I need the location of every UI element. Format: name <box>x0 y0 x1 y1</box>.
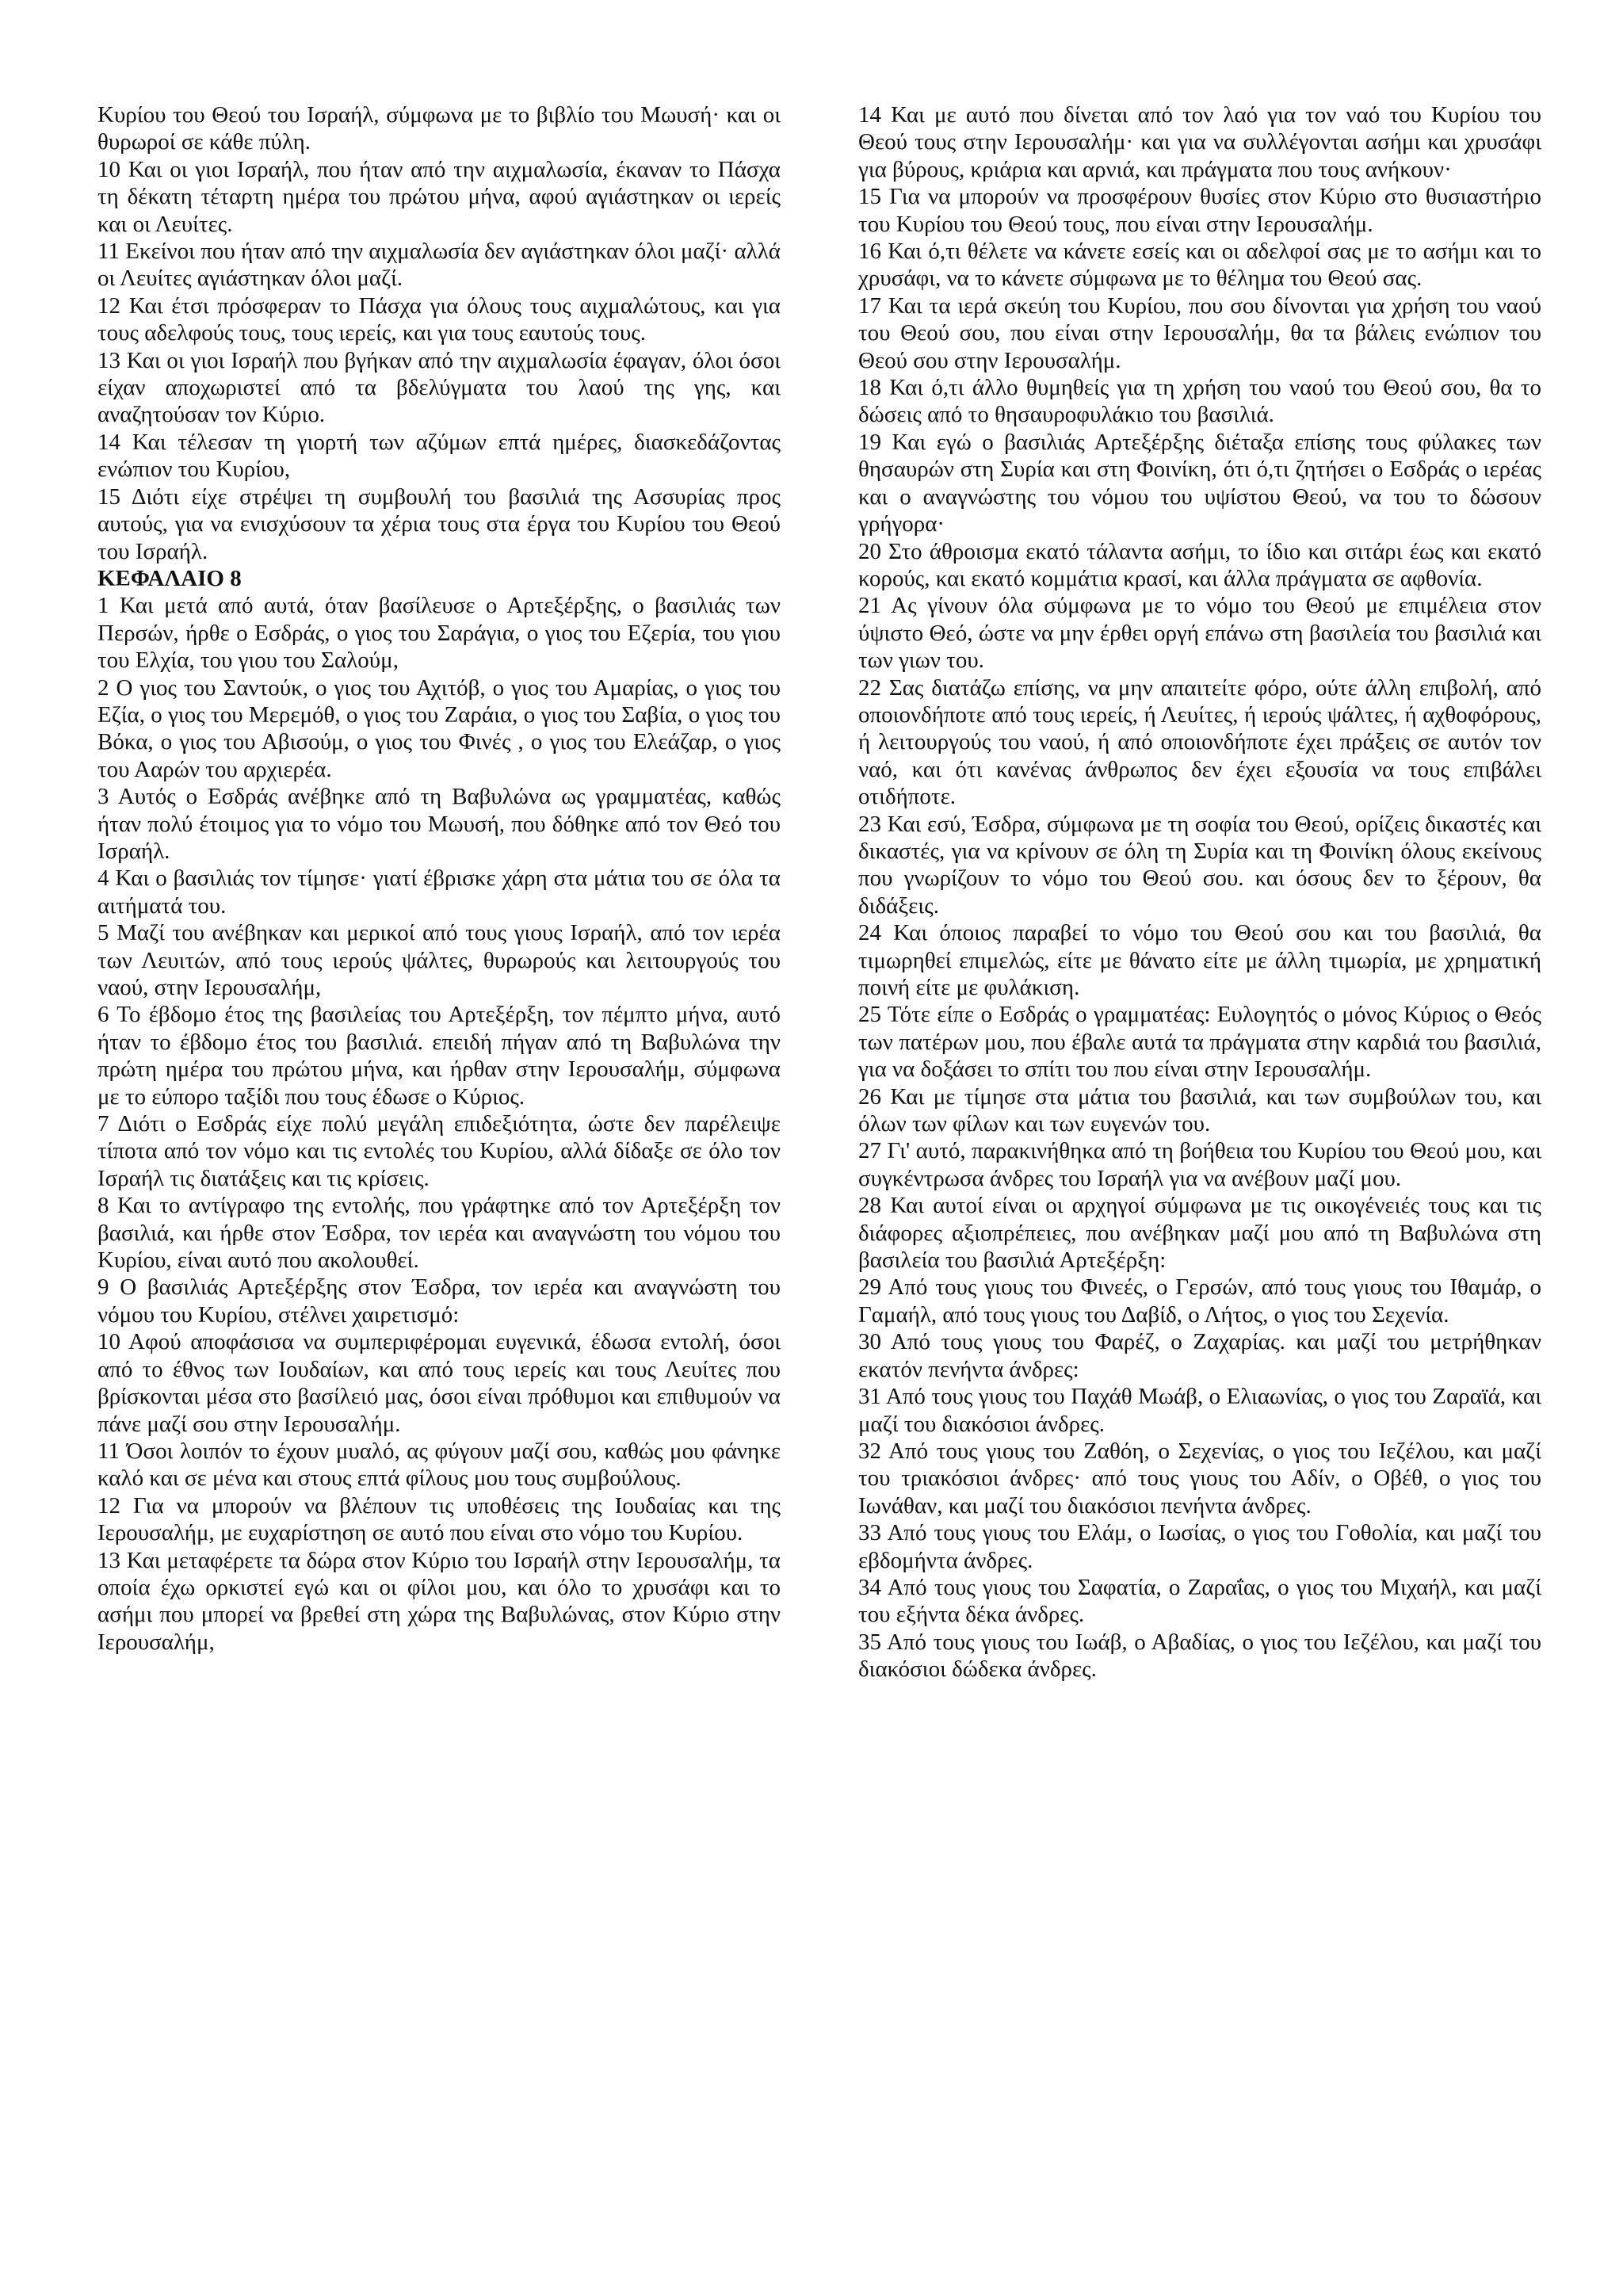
verse-paragraph: 11 Όσοι λοιπόν το έχουν μυαλό, ας φύγουν μαζί σου, καθώς μου φάνηκε καλό και σε μένα και στους επτά φίλους μου τους συμβούλους. <box>97 1438 781 1492</box>
chapter-heading: ΚΕΦΑΛΑΙΟ 8 <box>97 565 242 591</box>
verse-paragraph: 30 Από τους γιους του Φαρέζ, ο Ζαχαρίας. και μαζί του μετρήθηκαν εκατόν πενήντα άνδρες: <box>858 1329 1541 1382</box>
verse-paragraph: 27 Γι' αυτό, παρακινήθηκα από τη βοήθεια του Κυρίου του Θεού μου, και συγκέντρωσα άνδρες του Ισραήλ για να ανέβουν μαζί μου. <box>858 1138 1541 1191</box>
verse-paragraph: 15 Για να μπορούν να προσφέρουν θυσίες στον Κύριο στο θυσιαστήριο του Κυρίου του Θεού τους, που είναι στην Ιερουσαλήμ. <box>858 184 1541 237</box>
verse-paragraph: 22 Σας διατάζω επίσης, να μην απαιτείτε φόρο, ούτε άλλη επιβολή, από οποιονδήποτε από τους ιερείς, ή Λευίτες, ή ιερούς ψάλτες, ή αχθοφόρους, ή λειτουργούς του ναού, ή από οποιονδήποτε έχει πράξεις σε αυτόν τον ναό, και ότι κανένας άνθρωπος δεν έχει εξουσία να τους επιβάλει οτιδήποτε. <box>858 674 1541 810</box>
verse-paragraph: 3 Αυτός ο Εσδράς ανέβηκε από τη Βαβυλώνα ως γραμματέας, καθώς ήταν πολύ έτοιμος για το νόμο του Μωυσή, που δόθηκε από τον Θεό του Ισραήλ. <box>97 784 781 864</box>
verse-paragraph: 17 Και τα ιερά σκεύη του Κυρίου, που σου δίνονται για χρήση του ναού του Θεού σου, που είναι στην Ιερουσαλήμ, θα τα βάλεις ενώπιον του Θεού σου στην Ιερουσαλήμ. <box>858 292 1541 373</box>
verse-paragraph: 7 Διότι ο Εσδράς είχε πολύ μεγάλη επιδεξιότητα, ώστε δεν παρέλειψε τίποτα από τον νόμο και τις εντολές του Κυρίου, αλλά δίδαξε σε όλο τον Ισραήλ τις διατάξεις και τις κρίσεις. <box>97 1111 781 1191</box>
verse-paragraph: 10 Αφού αποφάσισα να συμπεριφέρομαι ευγενικά, έδωσα εντολή, όσοι από το έθνος των Ιουδαίων, και από τους ιερείς και τους Λευίτες που βρίσκονται μέσα στο βασίλειό μας, όσοι είναι πρόθυμοι και επιθυμούν να πάνε μαζί σου στην Ιερουσαλήμ. <box>97 1329 781 1437</box>
verse-paragraph: 29 Από τους γιους του Φινεές, ο Γερσών, από τους γιους του Ιθαμάρ, ο Γαμαήλ, από τους γιους του Δαβίδ, ο Λήτος, ο γιος του Σεχενία. <box>858 1274 1541 1328</box>
verse-paragraph: 12 Και έτσι πρόσφεραν το Πάσχα για όλους τους αιχμαλώτους, και για τους αδελφούς τους, τους ιερείς, και για τους εαυτούς τους. <box>97 292 781 346</box>
verse-paragraph: 21 Ας γίνουν όλα σύμφωνα με το νόμο του Θεού με επιμέλεια στον ύψιστο Θεό, ώστε να μην έρθει οργή επάνω στη βασιλεία του βασιλιά και των γιων του. <box>858 593 1541 674</box>
verses-after-group <box>97 592 781 1656</box>
verse-paragraph: 4 Και ο βασιλιάς τον τίμησε· γιατί έβρισκε χάρη στα μάτια του σε όλα τα αιτήματά του. <box>97 865 781 919</box>
verse-paragraph: 25 Τότε είπε ο Εσδράς ο γραμματέας: Ευλογητός ο μόνος Κύριος ο Θεός των πατέρων μου, που έβαλε αυτά τα πράγματα στην καρδιά του βασιλιά, για να δοξάσει το σπίτι του που είναι στην Ιερουσαλήμ. <box>858 1002 1541 1083</box>
verse-paragraph: 28 Και αυτοί είναι οι αρχηγοί σύμφωνα με τις οικογένειές τους και τις διάφορες αξιοπρέπειες, που ανέβηκαν μαζί μου από τη Βαβυλώνα στη βασιλεία του βασιλιά Αρτεξέρξη: <box>858 1193 1541 1274</box>
verse-paragraph: 33 Από τους γιους του Ελάμ, ο Ιωσίας, ο γιος του Γοθολία, και μαζί του εβδομήντα άνδρες. <box>858 1520 1541 1573</box>
verse-paragraph: 2 Ο γιος του Σαντούκ, ο γιος του Αχιτόβ, ο γιος του Αμαρίας, ο γιος του Εζία, ο γιος του Μερεμόθ, ο γιος του Ζαράια, ο γιος του Σαβία, ο γιος του Βόκα, ο γιος του Αβισούμ, ο γιος του Φινές , ο γιος του Ελεάζαρ, ο γιος του Ααρών του αρχιερέα. <box>97 674 781 782</box>
verse-paragraph: 16 Και ό,τι θέλετε να κάνετε εσείς και οι αδελφοί σας με το ασήμι και το χρυσάφι, να το κάνετε σύμφωνα με το θέλημα του Θεού σας. <box>858 239 1541 292</box>
verse-paragraph: 13 Και μεταφέρετε τα δώρα στον Κύριο του Ισραήλ στην Ιερουσαλήμ, τα οποία έχω ορκιστεί εγώ και οι φίλοι μου, και όλο το χρυσάφι και το ασήμι που μπορεί να βρεθεί στη χώρα της Βαβυλώνας, στον Κύριο στην Ιερουσαλήμ, <box>97 1547 781 1655</box>
verse-paragraph: 19 Και εγώ ο βασιλιάς Αρτεξέρξης διέταξα επίσης τους φύλακες των θησαυρών στη Συρία και στη Φοινίκη, ότι ό,τι ζητήσει ο Εσδράς ο ιερέας και ο αναγνώστης του νόμου του υψίστου Θεού, να του το δώσουν γρήγορα· <box>858 429 1541 537</box>
verse-paragraph: 23 Και εσύ, Έσδρα, σύμφωνα με τη σοφία του Θεού, ορίζεις δικαστές και δικαστές, για να κρίνουν σε όλη τη Συρία και τη Φοινίκη όλους εκείνους που γνωρίζουν το νόμο του Θεού σου. και όσους δεν το ξέρουν, θα διδάξεις. <box>858 811 1541 919</box>
verse-paragraph: 35 Από τους γιους του Ιωάβ, ο Αβαδίας, ο γιος του Ιεζέλου, και μαζί του διακόσιοι δώδεκα άνδρες. <box>858 1629 1541 1683</box>
verse-paragraph: 34 Από τους γιους του Σαφατία, ο Ζαραΐας, ο γιος του Μιχαήλ, και μαζί του εξήντα δέκα άνδρες. <box>858 1574 1541 1628</box>
verse-paragraph: 32 Από τους γιους του Ζαθόη, ο Σεχενίας, ο γιος του Ιεζέλου, και μαζί του τριακόσιοι άνδρες· από τους γιους του Αδίν, ο Οβέθ, ο γιος του Ιωνάθαν, και μαζί του διακόσιοι πενήντα άνδρες. <box>858 1438 1541 1519</box>
verse-paragraph: 24 Και όποιος παραβεί το νόμο του Θεού σου και του βασιλιά, θα τιμωρηθεί επιμελώς, είτε με θάνατο είτε με άλλη τιμωρία, με χρηματική ποινή είτε με φυλάκιση. <box>858 920 1541 1000</box>
verse-paragraph: 8 Και το αντίγραφο της εντολής, που γράφτηκε από τον Αρτεξέρξη τον βασιλιά, και ήρθε στον Έσδρα, τον ιερέα και αναγνώστη του νόμου του Κυρίου, είναι αυτό που ακολουθεί. <box>97 1193 781 1274</box>
verse-paragraph: 31 Από τους γιους του Παχάθ Μωάβ, ο Ελιαωνίας, ο γιος του Ζαραϊά, και μαζί του διακόσιοι άνδρες. <box>858 1384 1541 1437</box>
verse-paragraph: 12 Για να μπορούν να βλέπουν τις υποθέσεις της Ιουδαίας και της Ιερουσαλήμ, με ευχαρίστηση σε αυτό που είναι στο νόμο του Κυρίου. <box>97 1492 781 1546</box>
verse-paragraph: 26 Και με τίμησε στα μάτια του βασιλιά, και των συμβούλων του, και όλων των φίλων και των ευγενών του. <box>858 1083 1541 1137</box>
verse-paragraph: 9 Ο βασιλιάς Αρτεξέρξης στον Έσδρα, τον ιερέα και αναγνώστη του νόμου του Κυρίου, στέλνει χαιρετισμό: <box>97 1274 781 1328</box>
verse-paragraph: 14 Και τέλεσαν τη γιορτή των αζύμων επτά ημέρες, διασκεδάζοντας ενώπιον του Κυρίου, <box>97 429 781 483</box>
verse-paragraph: 11 Εκείνοι που ήταν από την αιχμαλωσία δεν αγιάστηκαν όλοι μαζί· αλλά οι Λευίτες αγιάστηκαν όλοι μαζί. <box>97 239 781 292</box>
left-column <box>97 101 781 1656</box>
right-column <box>858 101 1541 1683</box>
verse-paragraph: Κυρίου του Θεού του Ισραήλ, σύμφωνα με το βιβλίο του Μωυσή· και οι θυρωροί σε κάθε πύλη. <box>97 102 781 155</box>
verse-paragraph: 5 Μαζί του ανέβηκαν και μερικοί από τους γιους Ισραήλ, από τον ιερέα των Λευιτών, από τους ιερούς ψάλτες, θυρωρούς και λειτουργούς του ναού, στην Ιερουσαλήμ, <box>97 920 781 1000</box>
verse-paragraph: 20 Στο άθροισμα εκατό τάλαντα ασήμι, το ίδιο και σιτάρι έως και εκατό κορούς, και εκατό κομμάτια κρασί, και άλλα πράγματα σε αφθονία. <box>858 538 1541 591</box>
verse-paragraph: 14 Και με αυτό που δίνεται από τον λαό για τον ναό του Κυρίου του Θεού τους στην Ιερουσαλήμ· και για να συλλέγονται ασήμι και χρυσάφι για βύρους, κριάρια και αρνιά, και πράγματα που τους ανήκουν· <box>858 102 1541 182</box>
verse-paragraph: 15 Διότι είχε στρέψει τη συμβουλή του βασιλιά της Ασσυρίας προς αυτούς, για να ενισχύσουν τα χέρια τους στα έργα του Κυρίου του Θεού του Ισραήλ. <box>97 483 781 564</box>
verse-paragraph: 1 Και μετά από αυτά, όταν βασίλευσε ο Αρτεξέρξης, ο βασιλιάς των Περσών, ήρθε ο Εσδράς, ο γιος του Σαράγια, ο γιος του Εζερία, του γιου του Ελχία, του γιου του Σαλούμ, <box>97 593 781 674</box>
verses-before-group <box>97 101 781 565</box>
verse-paragraph: 6 Το έβδομο έτος της βασιλείας του Αρτεξέρξη, τον πέμπτο μήνα, αυτό ήταν το έβδομο έτος του βασιλιά. επειδή πήγαν από τη Βαβυλώνα την πρώτη ημέρα του πρώτου μήνα, και ήρθαν στην Ιερουσαλήμ, σύμφωνα με το εύπορο ταξίδι που τους έδωσε ο Κύριος. <box>97 1002 781 1110</box>
verse-paragraph: 18 Και ό,τι άλλο θυμηθείς για τη χρήση του ναού του Θεού σου, θα το δώσεις από το θησαυροφυλάκιο του βασιλιά. <box>858 375 1541 428</box>
verse-paragraph: 10 Και οι γιοι Ισραήλ, που ήταν από την αιχμαλωσία, έκαναν το Πάσχα τη δέκατη τέταρτη ημέρα του πρώτου μήνα, αφού αγιάστηκαν οι ιερείς και οι Λευίτες. <box>97 156 781 237</box>
verse-paragraph: 13 Και οι γιοι Ισραήλ που βγήκαν από την αιχμαλωσία έφαγαν, όλοι όσοι είχαν αποχωριστεί από τα βδελύγματα του λαού της γης, και αναζητούσαν τον Κύριο. <box>97 347 781 428</box>
